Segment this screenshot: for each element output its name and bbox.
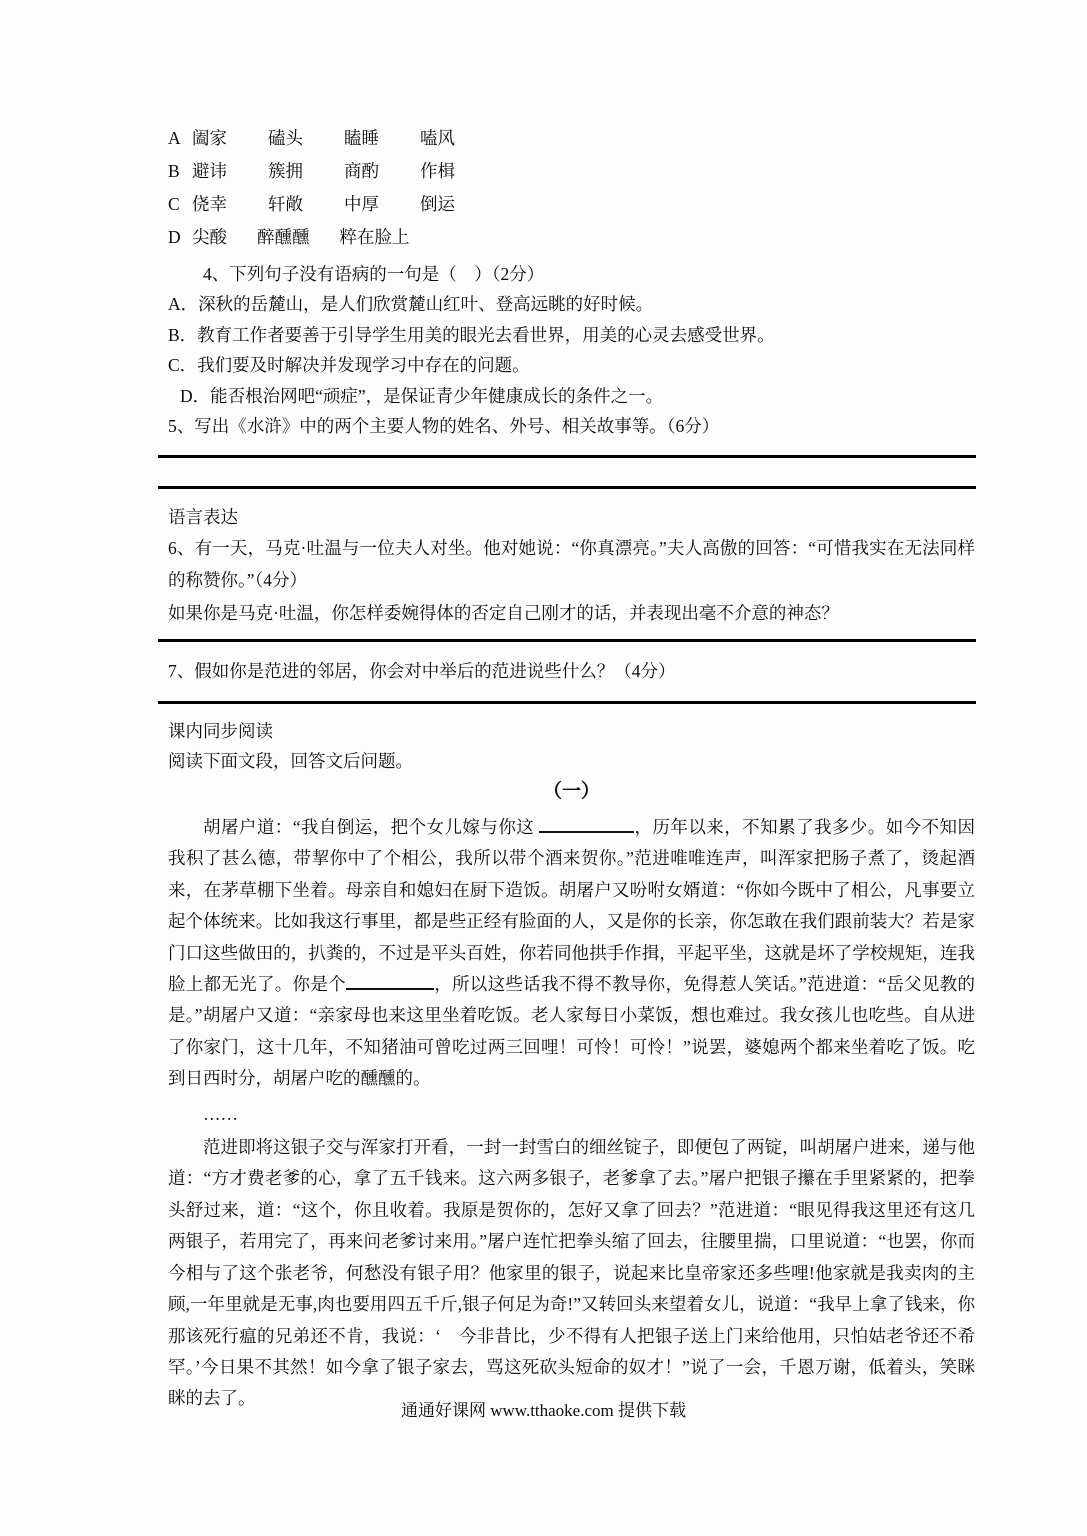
section-divider bbox=[158, 701, 976, 704]
option-word: 轩敞 bbox=[268, 194, 303, 214]
passage-text: 胡屠户道：“我自倒运，把个女儿嫁与你这 bbox=[203, 817, 540, 837]
exam-content bbox=[168, 122, 975, 1415]
passage-text: ，所以这些话我不得不教导你，免得惹人笑话。”范进道：“岳父见教的是。”胡屠户又道：“亲家母也来这里坐着吃饭。老人家每日小菜饭，想也难过。我女孩儿也吃些。自从进了你家门，这十几年，不知猪油可曾吃过两三回哩！可怜！可怜！”说罢，婆媳两个都来坐着吃了饭。吃到日西时分，胡屠户吃的醺醺的。 bbox=[168, 974, 975, 1089]
option-label: B bbox=[168, 161, 180, 181]
passage-number: （一） bbox=[542, 781, 600, 802]
question-4-choice-a: A．深秋的岳麓山，是人们欣赏麓山红叶、登高远眺的好时候。 bbox=[168, 294, 654, 314]
option-word: 嗑风 bbox=[420, 128, 455, 148]
question-5: 5、写出《水浒》中的两个主要人物的姓名、外号、相关故事等。（6分） bbox=[168, 416, 720, 436]
option-label: A bbox=[168, 128, 181, 148]
word-option-row bbox=[168, 221, 975, 254]
passage-paragraph-2: 范进即将这银子交与浑家打开看，一封一封雪白的细丝锭子，即便包了两锭，叫胡屠户进来，递与他道：“方才费老爹的心，拿了五千钱来。这六两多银子，老爹拿了去。”屠户把银子攥在手里紧紧的，把拳头舒过来，道：“这个，你且收着。我原是贺你的，怎好又拿了回去？”范进道：“眼见得我这里还有这几两银子，若用完了，再来问老爹讨来用。”屠户连忙把拳头缩了回去，往腰里揣，口里说道：“也罢，你而今相与了这个张老爷，何愁没有银子用？他家里的银子，说起来比皇帝家还多些哩!他家就是我卖肉的主顾,一年里就是无事,肉也要用四五千斤,银子何足为奇!”又转回头来望着女儿，说道：“我早上拿了钱来，你那该死行瘟的兄弟还不肯，我说：‘ 今非昔比，少不得有人把银子送上门来给他用，只怕姑老爷还不希罕。’今日果不其然！如今拿了银子家去，骂这死砍头短命的奴才！”说了一会，千恩万谢，低着头，笑眯眯的去了。 bbox=[168, 1137, 975, 1409]
option-word: 作楫 bbox=[420, 161, 455, 181]
section-heading-reading: 课内同步阅读 bbox=[168, 721, 273, 741]
option-word: 阖家 bbox=[192, 128, 227, 148]
passage-text: ，历年以来，不知累了我多少。如今不知因我积了甚么德，带挈你中了个相公，我所以带个酒来贺你。”范进唯唯连声，叫浑家把肠子煮了，烫起酒来，在茅草棚下坐着。母亲自和媳妇在厨下造饭。胡屠户又吩咐女婿道：“你如今既中了相公，凡事要立起个体统来。比如我这行事里，都是些正经有脸面的人，又是你的长亲，你怎敢在我们跟前装大？若是家门口这些做田的，扒粪的，不过是平头百姓，你若同他拱手作揖，平起平坐，这就是坏了学校规矩，连我脸上都无光了。你是个 bbox=[168, 817, 975, 995]
word-option-row bbox=[168, 155, 975, 188]
option-word: 避讳 bbox=[192, 161, 227, 181]
reading-instructions: 阅读下面文段，回答文后问题。 bbox=[168, 751, 413, 771]
word-option-row bbox=[168, 188, 975, 221]
question-7: 7、假如你是范进的邻居，你会对中举后的范进说些什么？（4分） bbox=[168, 661, 676, 681]
option-word: 商酌 bbox=[344, 161, 379, 181]
question-4-choice-b: B．教育工作者要善于引导学生用美的眼光去看世界，用美的心灵去感受世界。 bbox=[168, 324, 775, 345]
option-word: 尖酸 bbox=[192, 227, 227, 247]
option-label: C bbox=[168, 194, 180, 214]
footer-text: 通通好课网 www.tthaoke.com 提供下载 bbox=[400, 1401, 687, 1420]
section-divider bbox=[158, 455, 976, 458]
question-4-stem: 4、下列句子没有语病的一句是（ ）（2分） bbox=[203, 264, 545, 284]
option-word: 磕头 bbox=[268, 128, 303, 148]
answer-blank bbox=[346, 988, 434, 990]
section-heading-language: 语言表达 bbox=[168, 507, 238, 527]
question-6: 6、有一天，马克·吐温与一位夫人对坐。他对她说：“你真漂亮。”夫人高傲的回答：“可惜我实在无法同样的称赞你。”（4分） bbox=[168, 538, 975, 590]
option-word: 中厚 bbox=[344, 194, 379, 214]
question-4-choice-c: C．我们要及时解决并发现学习中存在的问题。 bbox=[168, 355, 530, 375]
word-option-row bbox=[168, 122, 975, 155]
option-word: 粹在脸上 bbox=[339, 227, 410, 247]
passage-ellipsis: …… bbox=[203, 1103, 238, 1124]
option-word: 侥幸 bbox=[192, 194, 227, 214]
section-divider bbox=[158, 639, 976, 642]
passage-paragraph-1 bbox=[168, 812, 975, 1095]
option-word: 倒运 bbox=[420, 194, 455, 214]
question-4-choice-d: D．能否根治网吧“顽症”，是保证青少年健康成长的条件之一。 bbox=[180, 385, 664, 406]
answer-blank bbox=[539, 831, 634, 833]
option-label: D bbox=[168, 227, 181, 247]
option-word: 簇拥 bbox=[268, 161, 303, 181]
option-word: 瞌睡 bbox=[344, 128, 379, 148]
question-6-followup: 如果你是马克·吐温，你怎样委婉得体的否定自己刚才的话，并表现出毫不介意的神态？ bbox=[168, 603, 839, 623]
section-divider bbox=[158, 486, 976, 489]
option-word: 醉醺醺 bbox=[257, 227, 310, 247]
